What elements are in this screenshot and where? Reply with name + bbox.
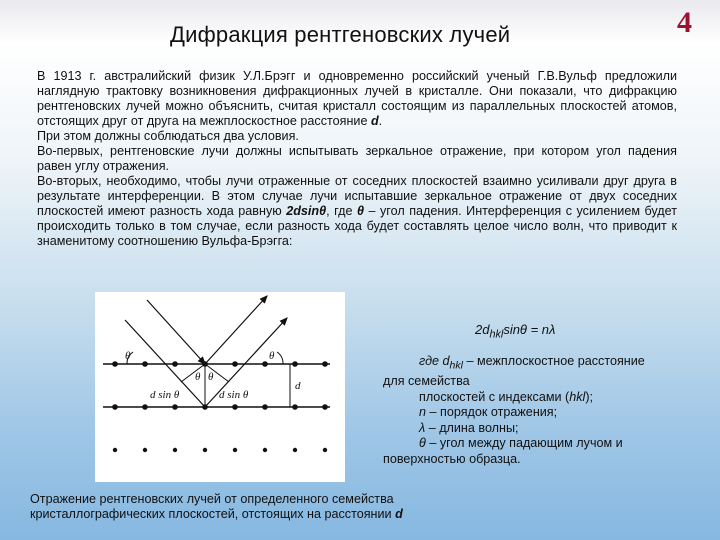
dsin-left-label: d sin θ <box>150 389 180 401</box>
p4-text: Во-вторых, необходимо, чтобы лучи отраженные от соседних плоскостей взаимно усиливали друг друга в результате интерференции. В этом случае лучи испытавшие зеркальное отражение от двух соседних плоскостей имеют разность хода равную <box>37 174 677 218</box>
legend-lambda: λ <box>419 420 426 435</box>
formula-legend <box>383 354 683 467</box>
paragraph-2: При этом должны соблюдаться два условия. <box>37 129 299 143</box>
bragg-diagram <box>95 292 345 482</box>
p4-theta: θ <box>356 204 365 218</box>
p1-end: . <box>378 114 383 128</box>
legend-l6-post: – угол между падающим лучом и <box>425 436 623 451</box>
legend-line-6 <box>383 436 683 452</box>
paragraph-3: Во-первых, рентгеновские лучи должны испытывать зеркальное отражение, при котором угол падения равен углу отражения. <box>37 144 677 173</box>
legend-line-2: для семейства <box>383 374 470 389</box>
legend-hkl-sub: hkl <box>449 359 463 372</box>
legend-line-1 <box>383 354 683 374</box>
legend-line-5 <box>383 421 683 437</box>
theta-right-label: θ <box>269 350 275 362</box>
d-label: d <box>295 380 301 392</box>
p1-d: d <box>370 114 379 128</box>
paragraph-1 <box>37 69 677 129</box>
caption-d: d <box>395 507 403 521</box>
theta-left-label: θ <box>125 350 131 362</box>
formula-pre: 2d <box>475 322 490 337</box>
legend-line-4 <box>383 405 683 421</box>
theta-mid2-label: θ <box>208 371 214 383</box>
legend-where: где d <box>419 354 450 368</box>
p1-text: В 1913 г. австралийский физик У.Л.Брэгг и одновременно российский ученый Г.В.Вульф предложили наглядную трактовку возникновения дифракционных лучей в кристалле. Они показали, что дифракцию рентгеновских лучей можно объяснить, считая кристалл состоящим из параллельных плоскостей атомов, отстоящих друг от друга на межплоскостное расстояние <box>37 69 677 128</box>
p4-formula: 2dsinθ <box>286 204 327 218</box>
dsin-right-label: d sin θ <box>219 389 249 401</box>
legend-l4-post: – порядок отражения; <box>426 405 558 420</box>
p4-where: , где <box>326 204 357 218</box>
p4-rest: – угол падения. Интерференция с усилением будет происходить только в том случае, если разность хода будет составлять целое число волн, что приводит к знаменитому соотношению Вульфа-Брэгга: <box>37 204 677 248</box>
wulff-bragg-formula <box>475 322 555 341</box>
legend-l3-post: ); <box>585 389 594 404</box>
formula-sub: hkl <box>489 328 504 341</box>
theta-mid1-label: θ <box>195 371 201 383</box>
formula-post: sinθ = nλ <box>503 322 556 337</box>
legend-line-3 <box>383 390 683 406</box>
slide-number: 4 <box>677 6 692 39</box>
bragg-diagram-svg <box>95 292 345 482</box>
legend-line-7: поверхностью образца. <box>383 451 521 466</box>
figure-caption <box>30 492 460 522</box>
legend-l3-hkl: hkl <box>569 389 586 404</box>
caption-text: Отражение рентгеновских лучей от определенного семейства кристаллографических плоскостей, отстоящих на расстоянии <box>30 492 396 521</box>
legend-l1-post: – межплоскостное расстояние <box>462 354 645 368</box>
legend-l3-pre: плоскостей с индексами ( <box>419 389 570 404</box>
slide-title: Дифракция рентгеновских лучей <box>170 22 511 47</box>
legend-l5-post: – длина волны; <box>425 420 519 435</box>
legend-n: n <box>419 405 427 420</box>
body-text <box>37 69 677 249</box>
paragraph-4 <box>37 174 677 249</box>
legend-theta: θ <box>419 436 426 451</box>
